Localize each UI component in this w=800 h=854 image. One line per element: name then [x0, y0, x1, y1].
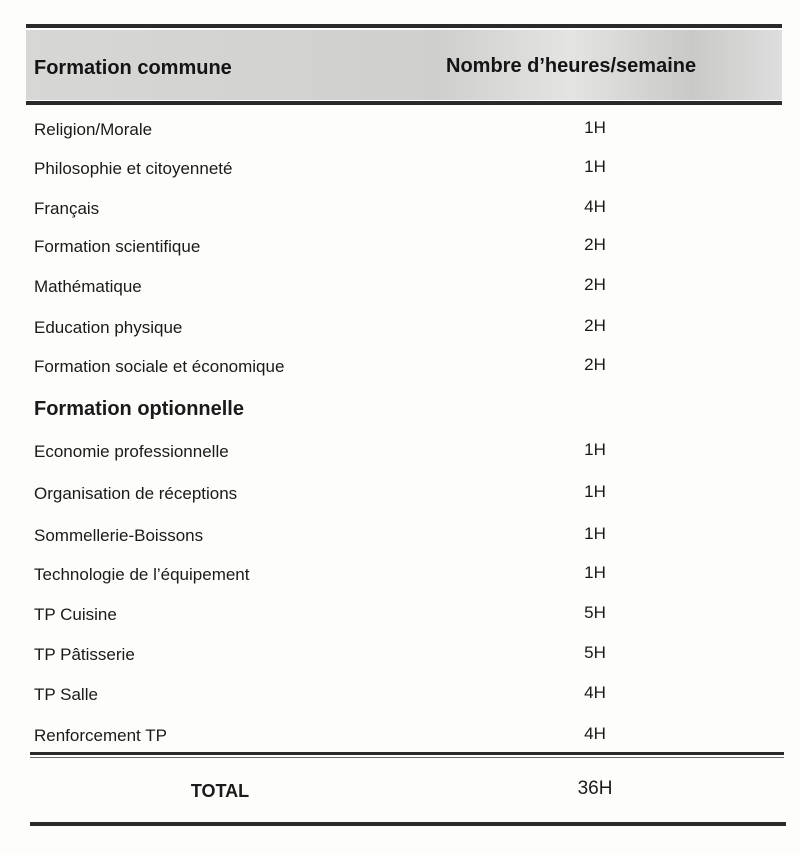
subject-cell: Philosophie et citoyenneté — [34, 159, 233, 178]
header-subject: Formation commune — [34, 57, 232, 79]
subject-cell: TP Pâtisserie — [34, 645, 135, 664]
hours-cell: 2H — [584, 355, 606, 374]
hours-cell: 1H — [584, 118, 606, 137]
header-bottom-rule — [26, 101, 782, 105]
subject-cell: Economie professionnelle — [34, 442, 229, 461]
header-hours: Nombre d’heures/semaine — [446, 55, 697, 77]
hours-cell: 5H — [584, 603, 606, 622]
hours-cell: 2H — [584, 316, 606, 335]
subject-cell: TP Cuisine — [34, 605, 117, 624]
subject-cell: Mathématique — [34, 277, 142, 296]
section-title-optional: Formation optionnelle — [34, 398, 244, 420]
hours-cell: 2H — [584, 235, 606, 254]
subject-cell: Renforcement TP — [34, 726, 167, 745]
hours-cell: 1H — [584, 524, 606, 543]
subject-cell: Education physique — [34, 318, 183, 337]
hours-cell: 5H — [584, 643, 606, 662]
hours-cell: 4H — [584, 724, 606, 743]
total-value: 36H — [577, 778, 613, 799]
subject-cell: Français — [34, 199, 100, 218]
subject-cell: Sommellerie-Boissons — [34, 526, 204, 545]
total-top-rule-thin — [30, 757, 784, 758]
subject-cell: Formation scientifique — [34, 237, 201, 256]
total-top-rule — [30, 752, 784, 755]
bottom-rule — [30, 822, 786, 826]
subject-cell: Formation sociale et économique — [34, 357, 285, 376]
total-label: TOTAL — [190, 781, 250, 801]
subject-cell: Religion/Morale — [34, 120, 153, 139]
subject-cell: TP Salle — [34, 685, 98, 704]
hours-cell: 1H — [584, 440, 606, 459]
hours-cell: 4H — [584, 197, 606, 216]
hours-cell: 1H — [584, 157, 606, 176]
hours-cell: 4H — [584, 683, 606, 702]
hours-cell: 1H — [584, 563, 606, 582]
top-rule — [26, 24, 782, 28]
hours-cell: 1H — [584, 482, 606, 501]
hours-cell: 2H — [584, 275, 606, 294]
subject-cell: Technologie de l’équipement — [34, 565, 250, 584]
subject-cell: Organisation de réceptions — [34, 484, 238, 503]
